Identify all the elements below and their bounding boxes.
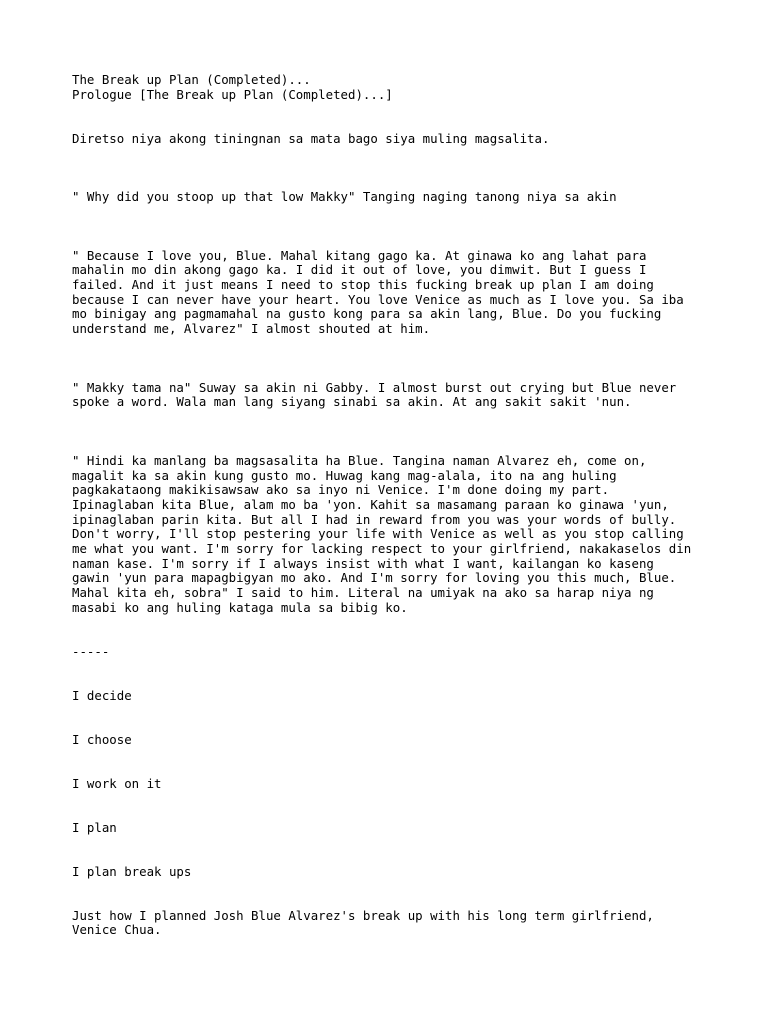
paragraph-line: I decide — [72, 688, 132, 703]
paragraph-line: " Why did you stoop up that low Makky" Tanging naging tanong niya sa akin — [72, 189, 617, 204]
paragraph-line: masabi ko ang huling kataga mula sa bibig ko. — [72, 600, 408, 615]
paragraph-line: " Because I love you, Blue. Mahal kitang gago ka. At ginawa ko ang lahat para — [72, 248, 647, 263]
paragraph-line: Diretso niya akong tiningnan sa mata bago siya muling magsalita. — [72, 131, 550, 146]
paragraph-line: pagkakataong makikisawsaw ako sa inyo ni Venice. I'm done doing my part. — [72, 482, 610, 497]
paragraph-line: because I can never have your heart. You love Venice as much as I love you. Sa iba — [72, 292, 684, 307]
paragraph-line: mahalin mo din akong gago ka. I did it out of love, you dimwit. But I guess I — [72, 262, 647, 277]
paragraph-line: me what you want. I'm sorry for lacking respect to your girlfriend, nakakaselos din — [72, 541, 692, 556]
paragraph-line: spoke a word. Wala man lang siyang sinabi sa akin. At ang sakit sakit 'nun. — [72, 394, 632, 409]
paragraph-line: I work on it — [72, 776, 162, 791]
paragraph-line: I choose — [72, 732, 132, 747]
paragraph-line: " Hindi ka manlang ba magsasalita ha Blue. Tangina naman Alvarez eh, come on, — [72, 453, 647, 468]
paragraph-line: magalit ka sa akin kung gusto mo. Huwag kang mag-alala, ito na ang huling — [72, 468, 617, 483]
paragraph-line: failed. And it just means I need to stop this fucking break up plan I am doing — [72, 277, 654, 292]
paragraph-line: mo binigay ang pagmamahal na gusto kong para sa akin lang, Blue. Do you fucking — [72, 306, 662, 321]
paragraph-line: " Makky tama na" Suway sa akin ni Gabby. I almost burst out crying but Blue never — [72, 380, 677, 395]
paragraph-line: Just how I planned Josh Blue Alvarez's break up with his long term girlfriend, — [72, 908, 654, 923]
paragraph-line: gawin 'yun para mapagbigyan mo ako. And I'm sorry for loving you this much, Blue. — [72, 570, 677, 585]
chapter-heading: Prologue [The Break up Plan (Completed)...] — [72, 87, 393, 102]
paragraph-line: understand me, Alvarez" I almost shouted at him. — [72, 321, 431, 336]
paragraph-line: ipinaglaban parin kita. But all I had in reward from you was your words of bully. — [72, 512, 677, 527]
paragraph-line: Don't worry, I'll stop pestering your life with Venice as well as you stop calling — [72, 526, 684, 541]
paragraph-line: naman kase. I'm sorry if I always insist with what I want, kailangan ko kaseng — [72, 556, 654, 571]
paragraph-line: I plan break ups — [72, 864, 192, 879]
section-separator: ----- — [72, 644, 110, 659]
paragraph-line: I plan — [72, 820, 117, 835]
paragraph-line: Ipinaglaban kita Blue, alam mo ba 'yon. Kahit sa masamang paraan ko ginawa 'yun, — [72, 497, 669, 512]
document-title: The Break up Plan (Completed)... — [72, 72, 311, 87]
paragraph-line: Mahal kita eh, sobra" I said to him. Literal na umiyak na ako sa harap niya ng — [72, 585, 654, 600]
paragraph-line: Venice Chua. — [72, 922, 162, 937]
